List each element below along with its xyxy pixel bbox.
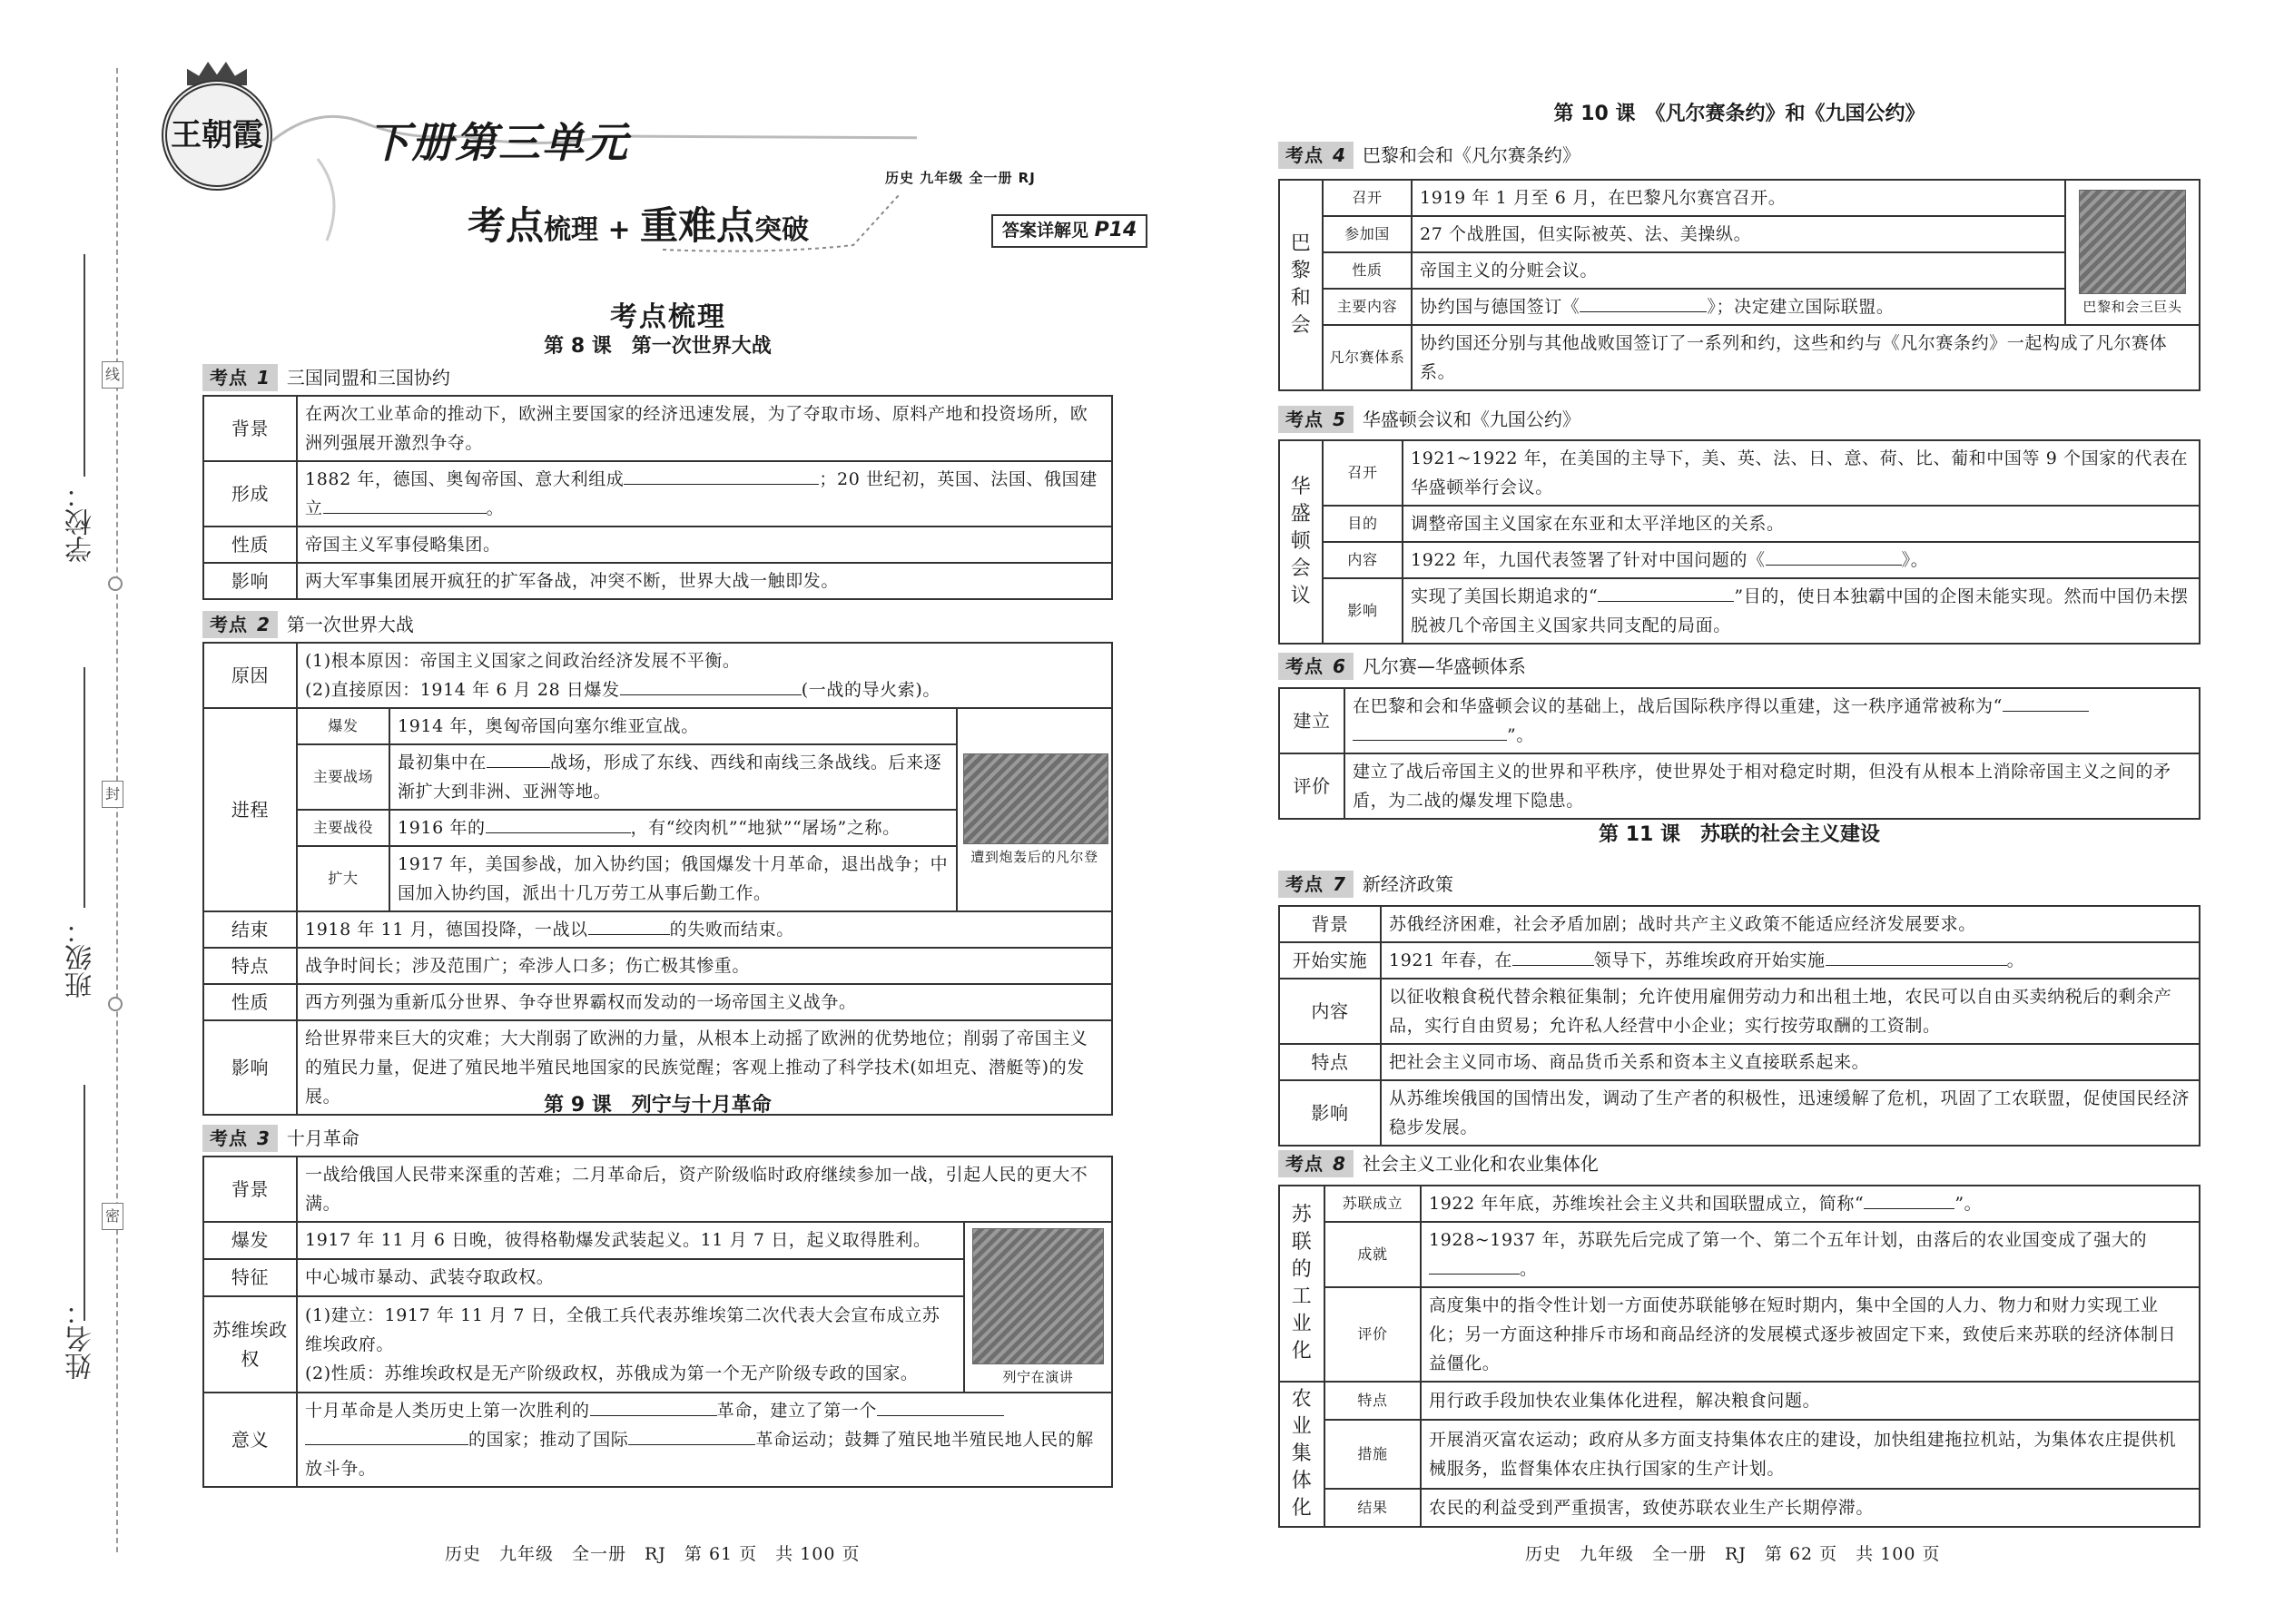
answer-blank[interactable] — [305, 1427, 468, 1445]
class-label: 班级： — [65, 917, 97, 999]
table-row: 措施 开展消灭富农运动；政府从多方面支持集体农庄的建设，加快组建拖拉机站，为集体农庄提供机械服务，监督集体农庄执行国家的生产计划。 — [1279, 1420, 2200, 1489]
table-row: 形成 1882 年，德国、奥匈帝国、意大利组成 ；20 世纪初，英国、法国、俄国建立 。 — [203, 461, 1112, 527]
answer-blank[interactable] — [1429, 1256, 1520, 1275]
table-row: 特点 战争时间长；涉及范围广；牵涉人口多；伤亡极其惨重。 — [203, 948, 1112, 984]
table-row: 影响 两大军事集团展开疯狂的扩军备战，冲突不断，世界大战一触即发。 — [203, 563, 1112, 599]
table-row: 成就 1928~1937 年，苏联先后完成了第一个、第二个五年计划，由落后的农业国变成了强大的。 — [1279, 1222, 2200, 1287]
lesson-10-title: 第 10 课 《凡尔赛条约》和《九国公约》 — [1553, 103, 1925, 125]
table-row: 评价 高度集中的指令性计划一方面使苏联能够在短时期内，集中全国的人力、物力和财力实现工业化；另一方面这种排斥市场和商品经济的发展模式逐步被固定下来，致使后来苏联的经济体制日益僵化。 — [1279, 1287, 2200, 1382]
table-row: 主要内容 协约国与德国签订《 》；决定建立国际联盟。 — [1279, 289, 2200, 325]
answer-blank[interactable] — [487, 750, 550, 768]
table-row: 苏联的工业化 苏联成立 1922 年年底，苏维埃社会主义共和国联盟成立，简称“ ”。 — [1279, 1186, 2200, 1222]
lenin-speech-photo — [972, 1228, 1104, 1364]
brand-logo: 王朝霞 — [162, 80, 272, 191]
table-row: 巴黎和会 召开 1919 年 1 月至 6 月，在巴黎凡尔赛宫召开。 巴黎和会三巨头 — [1279, 180, 2200, 216]
answer-blank[interactable] — [628, 1427, 755, 1445]
subject-tag: 历史 九年级 全一册 RJ — [885, 170, 1036, 186]
kaodian-2-bar: 考点 2 第一次世界大战 — [202, 610, 414, 639]
table-row: 农业集体化 特点 用行政手段加快农业集体化进程，解决粮食问题。 — [1279, 1382, 2200, 1420]
answer-blank[interactable] — [323, 496, 487, 514]
table-washington-conference — [1278, 439, 2200, 645]
table-alliances — [202, 395, 1113, 600]
table-row: 主要战场 最初集中在 战场，形成了东线、西线和南线三条战线。后来逐渐扩大到非洲、亚洲等地。 — [203, 744, 1112, 810]
answer-blank[interactable] — [1580, 294, 1707, 312]
name-line — [84, 1085, 85, 1321]
table-row: 内容 以征收粮食税代替余粮征集制；允许使用雇佣劳动力和出租土地，农民可以自由买卖纳税后的剩余产品，实行自由贸易；允许私人经营中小企业；实行按劳取酬的工资制。 — [1279, 979, 2200, 1044]
table-ww1 — [202, 642, 1113, 1116]
table-paris-conference — [1278, 179, 2200, 391]
table-row: 扩大 1917 年，美国参战，加入协约国；俄国爆发十月革命，退出战争；中国加入协约国，派出十几万劳工从事后勤工作。 — [203, 846, 1112, 911]
table-row: 凡尔赛体系 协约国还分别与其他战败国签订了一系列和约，这些和约与《凡尔赛条约》一起构成了凡尔赛体系。 — [1279, 325, 2200, 390]
answer-blank[interactable] — [1353, 723, 1507, 741]
table-row: 性质 帝国主义军事侵略集团。 — [203, 527, 1112, 563]
table-row: 进程 爆发 1914 年，奥匈帝国向塞尔维亚宣战。 遭到炮轰后的凡尔登 — [203, 708, 1112, 744]
answer-blank[interactable] — [624, 467, 819, 485]
answer-blank[interactable] — [1598, 584, 1734, 602]
answer-blank[interactable] — [590, 1398, 717, 1416]
table-row: 苏维埃政权 (1)建立：1917 年 11 月 7 日，全俄工兵代表苏维埃第二次代表大会宣布成立苏维埃政府。 (2)性质：苏维埃政权是无产阶级政权，苏俄成为第一个无产阶级专政的国家。 — [203, 1296, 1112, 1393]
binding-dashed-line — [116, 68, 118, 1552]
answer-blank[interactable] — [1864, 1191, 1954, 1209]
answer-blank[interactable] — [1826, 948, 2007, 966]
table-row: 影响 从苏维埃俄国的国情出发，调动了生产者的积极性，迅速缓解了危机，巩固了工农联盟，促使国民经济稳步发展。 — [1279, 1080, 2200, 1146]
table-row: 特征 中心城市暴动、武装夺取政权。 — [203, 1259, 1112, 1296]
kaodian-8-bar: 考点 8 社会主义工业化和农业集体化 — [1278, 1149, 1599, 1178]
table-row: 原因 (1)根本原因：帝国主义国家之间政治经济发展不平衡。 (2)直接原因：1914 年 6 月 28 日爆发 (一战的导火索)。 — [203, 643, 1112, 708]
kaodian-6-bar: 考点 6 凡尔赛—华盛顿体系 — [1278, 652, 1526, 681]
table-row: 背景 一战给俄国人民带来深重的苦难；二月革命后，资产阶级临时政府继续参加一战，引起人民的更大不满。 — [203, 1156, 1112, 1222]
table-row: 影响 给世界带来巨大的灾难；大大削弱了欧洲的力量，从根本上动摇了欧洲的优势地位；削弱了帝国主义的殖民力量，促进了殖民地半殖民地国家的民族觉醒；客观上推动了科学技术(如坦克、潜艇等)的发展。 — [203, 1020, 1112, 1115]
answer-blank[interactable] — [1512, 948, 1594, 966]
table-row: 背景 在两次工业革命的推动下，欧洲主要国家的经济迅速发展，为了夺取市场、原料产地和投资场所，欧洲列强展开激烈争夺。 — [203, 396, 1112, 461]
table-row: 参加国 27 个战胜国，但实际被英、法、美操纵。 — [1279, 216, 2200, 252]
page-footer-right: 历史 九年级 全一册 RJ 第 62 页 共 100 页 — [1525, 1544, 1941, 1564]
lesson-9-title: 第 9 课 列宁与十月革命 — [544, 1094, 772, 1117]
table-nep — [1278, 905, 2200, 1147]
table-row: 性质 西方列强为重新瓜分世界、争夺世界霸权而发动的一场帝国主义战争。 — [203, 984, 1112, 1020]
table-row: 爆发 1917 年 11 月 6 日晚，彼得格勒爆发武装起义。11 月 7 日，起义取得胜利。 列宁在演讲 — [203, 1222, 1112, 1259]
kaodian-4-bar: 考点 4 巴黎和会和《凡尔赛条约》 — [1278, 141, 1580, 170]
photo-caption: 巴黎和会三巨头 — [2082, 298, 2182, 315]
answer-blank[interactable] — [877, 1398, 1004, 1416]
table-row: 主要战役 1916 年的 ，有“绞肉机”“地狱”“屠场”之称。 — [203, 810, 1112, 846]
table-row: 结束 1918 年 11 月，德国投降，一战以 的失败而结束。 — [203, 911, 1112, 948]
table-row: 背景 苏俄经济困难，社会矛盾加剧；战时共产主义政策不能适应经济发展要求。 — [1279, 906, 2200, 942]
seal-secret-mark: 密 — [102, 1203, 123, 1230]
table-row: 结果 农民的利益受到严重损害，致使苏联农业生产长期停滞。 — [1279, 1489, 2200, 1527]
answer-blank[interactable] — [486, 815, 631, 833]
photo-caption: 列宁在演讲 — [1002, 1369, 1074, 1385]
school-label: 学校： — [65, 481, 97, 563]
kaodian-3-bar: 考点 3 十月革命 — [202, 1124, 359, 1153]
table-row: 内容 1922 年，九国代表签署了针对中国问题的《 》。 — [1279, 542, 2200, 578]
seal-line-mark: 线 — [102, 361, 123, 389]
class-line — [84, 667, 85, 908]
page-footer-left: 历史 九年级 全一册 RJ 第 61 页 共 100 页 — [445, 1544, 861, 1564]
verdun-ruins-photo — [963, 753, 1108, 844]
seal-seal-mark: 封 — [102, 781, 123, 808]
name-label: 姓名： — [65, 1298, 97, 1380]
table-row: 华盛顿会议 召开 1921~1922 年，在美国的主导下，美、英、法、日、意、荷、比、葡和中国等 9 个国家的代表在华盛顿举行会议。 — [1279, 440, 2200, 506]
kaodian-1-bar: 考点 1 三国同盟和三国协约 — [202, 363, 450, 392]
section-title: 考点梳理 — [610, 301, 726, 333]
answer-blank[interactable] — [1766, 547, 1902, 566]
table-row: 建立 在巴黎和会和华盛顿会议的基础上，战后国际秩序得以重建，这一秩序通常被称为“ ”。 — [1279, 688, 2200, 753]
lesson-8-title: 第 8 课 第一次世界大战 — [544, 335, 772, 358]
table-industrialization-collectivization — [1278, 1185, 2200, 1528]
kaodian-5-bar: 考点 5 华盛顿会议和《九国公约》 — [1278, 405, 1580, 434]
answer-reference: 答案详解见 P14 — [991, 214, 1147, 248]
table-versailles-washington-system — [1278, 687, 2200, 820]
table-october-revolution — [202, 1156, 1113, 1488]
kaodian-7-bar: 考点 7 新经济政策 — [1278, 870, 1453, 899]
binding-hole — [108, 997, 123, 1011]
lesson-11-title: 第 11 课 苏联的社会主义建设 — [1599, 823, 1880, 846]
table-row: 影响 实现了美国长期追求的“ ”目的，使日本独霸中国的企图未能实现。然而中国仍未摆脱被几个帝国主义国家共同支配的局面。 — [1279, 578, 2200, 644]
unit-title: 下册第三单元 — [368, 118, 629, 167]
photo-caption: 遭到炮轰后的凡尔登 — [970, 849, 1098, 865]
binding-hole — [108, 576, 123, 591]
table-row: 开始实施 1921 年春，在 领导下，苏维埃政府开始实施 。 — [1279, 942, 2200, 979]
table-row: 性质 帝国主义的分赃会议。 — [1279, 252, 2200, 289]
main-title: 考点梳理 + 重难点突破 — [468, 203, 810, 248]
table-row: 意义 十月革命是人类历史上第一次胜利的 革命，建立了第一个 的国家；推动了国际 革命运动；鼓舞了殖民地半殖民地人民的解放斗争。 — [203, 1393, 1112, 1487]
answer-blank[interactable] — [620, 677, 802, 695]
big-three-photo — [2079, 190, 2186, 294]
answer-blank[interactable] — [588, 917, 670, 935]
table-row: 目的 调整帝国主义国家在东亚和太平洋地区的关系。 — [1279, 506, 2200, 542]
school-line — [84, 254, 85, 477]
table-row: 评价 建立了战后帝国主义的世界和平秩序，使世界处于相对稳定时期，但没有从根本上消除帝国主义之间的矛盾，为二战的爆发埋下隐患。 — [1279, 753, 2200, 819]
table-row: 特点 把社会主义同市场、商品货币关系和资本主义直接联系起来。 — [1279, 1044, 2200, 1080]
answer-blank[interactable] — [2003, 694, 2089, 712]
